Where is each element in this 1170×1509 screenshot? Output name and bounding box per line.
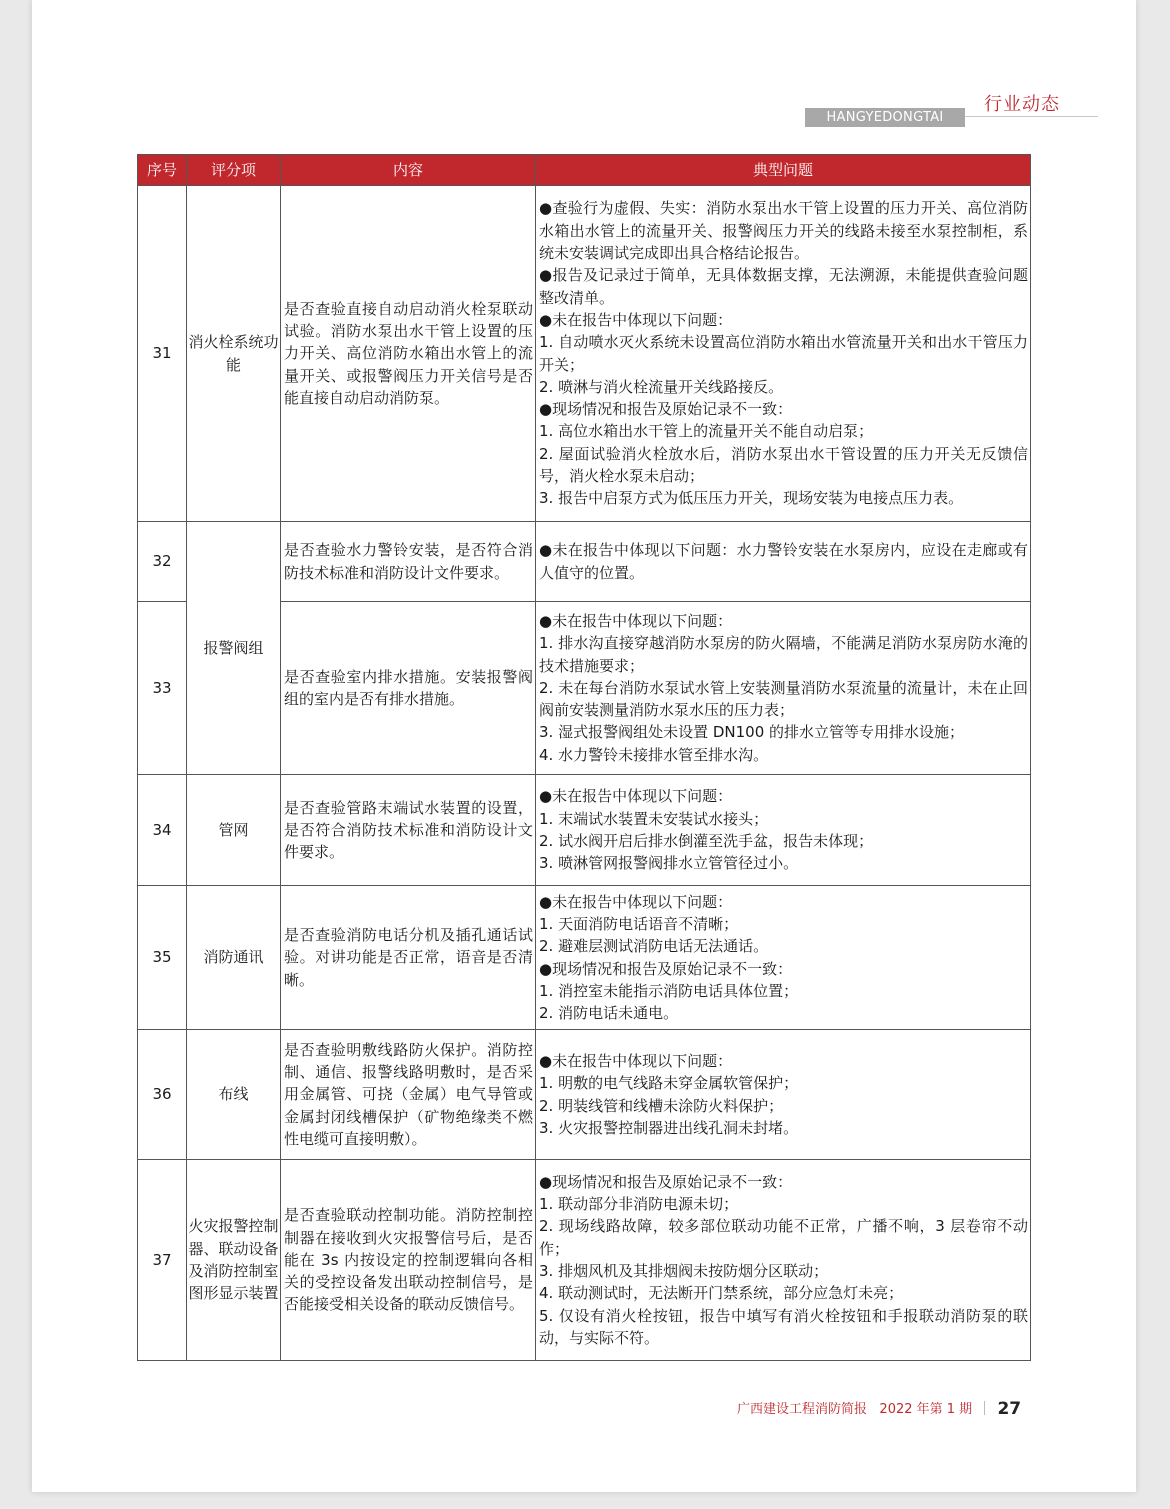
row-item: 管网 <box>187 775 281 886</box>
row-content: 是否查验管路末端试水装置的设置，是否符合消防技术标准和消防设计文件要求。 <box>281 775 536 886</box>
issue-line: 3. 排烟风机及其排烟阀未按防烟分区联动； <box>539 1262 829 1280</box>
row-no: 35 <box>138 886 187 1030</box>
row-issues <box>536 186 1031 522</box>
issue-line: 5. 仅设有消火栓按钮，报告中填写有消火栓按钮和手报联动消防泵的联动，与实际不符。 <box>539 1306 1028 1347</box>
issue-line: 2. 消防电话未通电。 <box>539 1004 679 1023</box>
issue-line: 1. 消控室未能指示消防电话具体位置； <box>539 981 799 1000</box>
row-issues <box>536 1160 1031 1361</box>
issue-line: 2. 屋面试验消火栓放水后，消防水泵出水干管设置的压力开关无反馈信号，消火栓水泵未启动； <box>539 444 1028 485</box>
table-row <box>138 1160 1031 1361</box>
row-content: 是否查验室内排水措施。安装报警阀组的室内是否有排水措施。 <box>281 602 536 775</box>
page-footer <box>737 1398 1021 1419</box>
issue-line: ●现场情况和报告及原始记录不一致： <box>539 400 793 419</box>
issue-line: 1. 高位水箱出水干管上的流量开关不能自动启泵； <box>539 422 874 441</box>
table-row <box>138 186 1031 522</box>
row-item: 消防通讯 <box>187 886 281 1030</box>
issue-line: 2. 喷淋与消火栓流量开关线路接反。 <box>539 377 784 396</box>
issue-line: 4. 联动测试时，无法断开门禁系统，部分应急灯未亮； <box>539 1284 904 1303</box>
page-number: 27 <box>997 1399 1022 1419</box>
row-no: 37 <box>138 1160 187 1361</box>
table-row <box>138 775 1031 886</box>
row-content: 是否查验水力警铃安装，是否符合消防技术标准和消防设计文件要求。 <box>281 522 536 602</box>
table-header-row <box>138 155 1031 186</box>
issue-line: 3. 火灾报警控制器进出线孔洞未封堵。 <box>539 1118 799 1137</box>
issue-line: ●未在报告中体现以下问题： <box>539 787 733 806</box>
row-no: 36 <box>138 1030 187 1160</box>
issue-line: 1. 末端试水装置未安装试水接头； <box>539 809 769 828</box>
row-issues <box>536 1030 1031 1160</box>
table-row <box>138 886 1031 1030</box>
row-no: 34 <box>138 775 187 886</box>
issue-line: 4. 水力警铃未接排水管至排水沟。 <box>539 745 769 764</box>
footer-divider <box>984 1401 985 1415</box>
issue-line: ●未在报告中体现以下问题： <box>539 611 733 630</box>
section-title: 行业动态 <box>984 94 1060 115</box>
issue-line: ●查验行为虚假、失实：消防水泵出水干管上设置的压力开关、高位消防水箱出水管上的流量开关、报警阀压力开关的线路未接至水泵控制柜，系统未安装调试完成即出具合格结论报告。 <box>539 199 1028 263</box>
issue-line: 1. 排水沟直接穿越消防水泵房的防火隔墙，不能满足消防水泵房防水淹的技术措施要求； <box>539 634 1028 675</box>
issue-line: 2. 避难层测试消防电话无法通话。 <box>539 937 769 956</box>
issue-line: ●现场情况和报告及原始记录不一致： <box>539 959 793 978</box>
issue-line: ●未在报告中体现以下问题： <box>539 310 733 329</box>
row-no: 32 <box>138 522 187 602</box>
issue-line: ●未在报告中体现以下问题： <box>539 1051 733 1070</box>
row-item: 报警阀组 <box>187 522 281 775</box>
inspection-table <box>137 154 1031 1361</box>
row-issues <box>536 886 1031 1030</box>
row-issues <box>536 775 1031 886</box>
row-item: 布线 <box>187 1030 281 1160</box>
issue-line: 2. 现场线路故障，较多部位联动功能不正常，广播不响，3 层卷帘不动作； <box>539 1217 1028 1258</box>
header-item: 评分项 <box>187 155 281 186</box>
row-no: 31 <box>138 186 187 522</box>
issue-line: 3. 湿式报警阀组处未设置 DN100 的排水立管等专用排水设施； <box>539 723 965 742</box>
issue-line: ●现场情况和报告及原始记录不一致： <box>539 1172 793 1191</box>
issue-line: ●报告及记录过于简单，无具体数据支撑，无法溯源，未能提供查验问题整改清单。 <box>539 266 1028 307</box>
issue-line: 3. 喷淋管网报警阀排水立管管径过小。 <box>539 854 799 873</box>
issue-line: 1. 天面消防电话语音不清晰； <box>539 914 739 933</box>
row-content: 是否查验联动控制功能。消防控制控制器在接收到火灾报警信号后，是否能在 3s 内按设定的控制逻辑向各相关的受控设备发出联动控制信号，是否能接受相关设备的联动反馈信号。 <box>281 1160 536 1361</box>
row-item: 火灾报警控制器、联动设备及消防控制室图形显示装置 <box>187 1160 281 1361</box>
row-issues <box>536 602 1031 775</box>
header-content: 内容 <box>281 155 536 186</box>
table-row <box>138 1030 1031 1160</box>
issue-line: 1. 自动喷水灭火系统未设置高位消防水箱出水管流量开关和出水干管压力开关； <box>539 333 1028 374</box>
issue-label: 2022 年第 1 期 <box>879 1402 973 1417</box>
issue-line: ●未在报告中体现以下问题： <box>539 892 733 911</box>
row-content: 是否查验直接自动启动消火栓泵联动试验。消防水泵出水干管上设置的压力开关、高位消防水箱出水管上的流量开关、或报警阀压力开关信号是否能直接自动启动消防泵。 <box>281 186 536 522</box>
row-content: 是否查验明敷线路防火保护。消防控制、通信、报警线路明敷时，是否采用金属管、可挠（金属）电气导管或金属封闭线槽保护（矿物绝缘类不燃性电缆可直接明敷）。 <box>281 1030 536 1160</box>
publication-name: 广西建设工程消防简报 <box>737 1402 868 1417</box>
issue-line: 2. 明装线管和线槽未涂防火料保护； <box>539 1096 784 1115</box>
row-issues <box>536 522 1031 602</box>
issue-line: 1. 明敷的电气线路未穿金属软管保护； <box>539 1074 799 1093</box>
table-row <box>138 522 1031 602</box>
issue-line: 2. 未在每台消防水泵试水管上安装测量消防水泵流量的流量计，未在止回阀前安装测量消防水泵水压的压力表； <box>539 678 1028 720</box>
header-no: 序号 <box>138 155 187 186</box>
row-no: 33 <box>138 602 187 775</box>
header-divider <box>965 116 1098 117</box>
issue-line: 3. 报告中启泵方式为低压压力开关，现场安装为电接点压力表。 <box>539 489 964 508</box>
row-item: 消火栓系统功能 <box>187 186 281 522</box>
issue-line: 1. 联动部分非消防电源未切； <box>539 1195 739 1214</box>
row-content: 是否查验消防电话分机及插孔通话试验。对讲功能是否正常，语音是否清晰。 <box>281 886 536 1030</box>
section-subtitle-bar: HANGYEDONGTAI <box>805 108 965 127</box>
header-issues: 典型问题 <box>536 155 1031 186</box>
issue-line: ●未在报告中体现以下问题：水力警铃安装在水泵房内，应设在走廊或有人值守的位置。 <box>539 541 1028 582</box>
issue-line: 2. 试水阀开启后排水倒灌至洗手盆，报告未体现； <box>539 832 874 850</box>
